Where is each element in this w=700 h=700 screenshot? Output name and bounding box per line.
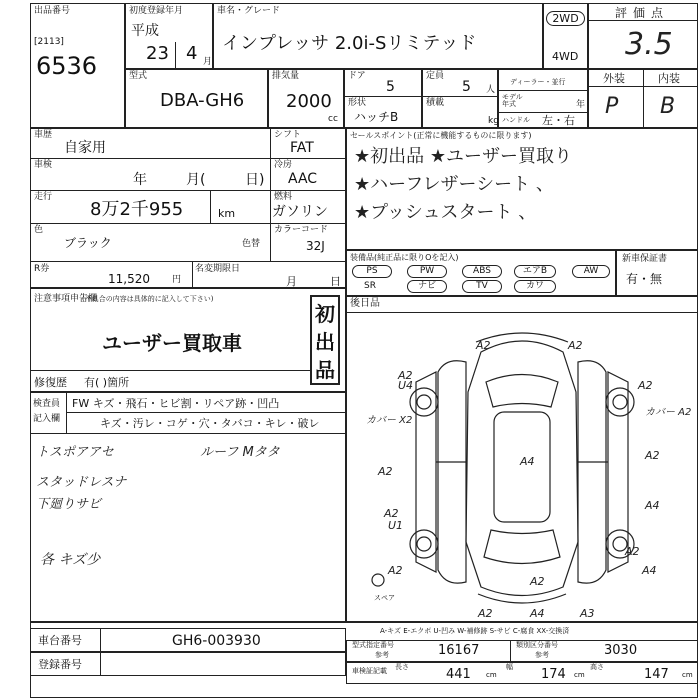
era: 平成 xyxy=(131,23,159,39)
color-change-label: 色替 xyxy=(242,239,261,249)
reg-month: 4 xyxy=(186,43,198,64)
ac-label: 冷房 xyxy=(274,160,293,170)
score-label: 評価点 xyxy=(615,6,670,20)
class-sub: 参考 xyxy=(535,651,549,659)
chassis-value: GH6-003930 xyxy=(172,633,261,649)
mark-rear-3: A3 xyxy=(580,607,595,620)
notes-label: 注意事項申告欄 xyxy=(34,294,98,304)
shape-value: ハッチB xyxy=(354,110,399,124)
equip-aw: AW xyxy=(572,265,610,278)
displacement-value: 2000 xyxy=(286,91,332,112)
hand-note-2: スタッドレスナ xyxy=(36,475,127,490)
damage-legend: A-キズ E-エクボ U-凹み W-補修跡 S-サビ C-腐食 XX-交換済 xyxy=(380,627,570,635)
dealer-label: ディーラー・並行 xyxy=(510,78,566,86)
doors-value: 5 xyxy=(386,79,395,95)
warranty-value: 有・無 xyxy=(626,272,663,286)
exterior-label: 外装 xyxy=(603,72,625,85)
mark-right-4: A2 xyxy=(625,545,640,558)
mark-cover-right: カバー A2 xyxy=(645,407,692,418)
mark-left-1: A2 xyxy=(398,369,413,382)
color-code-value: 32J xyxy=(306,239,325,253)
reg-expiry-month: 月 xyxy=(286,275,297,288)
model-code-value: 16167 xyxy=(438,643,480,658)
color-value: ブラック xyxy=(64,236,112,250)
sales-line2: ★ハーフレザーシート 、 xyxy=(354,174,554,195)
mark-left-3: A2 xyxy=(384,507,399,520)
sales-line1: ★初出品 ★ユーザー買取り xyxy=(354,146,572,167)
lot-sub: [2113] xyxy=(34,37,64,47)
mark-left-4: U1 xyxy=(388,519,404,532)
mark-front-2: A2 xyxy=(568,339,583,352)
load-label: 積載 xyxy=(426,98,445,108)
reg-label: 登録番号 xyxy=(38,658,82,671)
stamp-text: 初出品 xyxy=(315,302,335,382)
displacement-label: 排気量 xyxy=(272,71,300,81)
mark-right-5: A4 xyxy=(642,564,657,577)
mark-rear-2: A4 xyxy=(530,607,545,620)
mark-right-3: A4 xyxy=(645,499,660,512)
capacity-value: 5 xyxy=(462,79,471,95)
shift-value: FAT xyxy=(290,140,314,156)
score-value: 3.5 xyxy=(625,27,673,62)
equip-navi: ナビ xyxy=(407,280,447,293)
reg-expiry-day: 日 xyxy=(330,275,341,288)
mark-left-5: U4 xyxy=(398,379,414,392)
sales-label: セールスポイント(正常に機能するものに限ります) xyxy=(350,131,532,140)
model-code-label: 型式指定番号 xyxy=(352,641,394,649)
hand-note-5: 各 キズ少 xyxy=(40,552,101,568)
capacity-label: 定員 xyxy=(426,71,445,81)
drive-2wd: 2WD xyxy=(546,11,585,26)
equip-tv: TV xyxy=(462,280,502,293)
drive-4wd: 4WD xyxy=(552,50,579,63)
inspection-month: 月( xyxy=(186,172,206,188)
interior-grade: B xyxy=(660,94,676,119)
inspection-label: 車検 xyxy=(34,160,53,170)
notes-sub: (不具合の内容は具体的に記入して下さい) xyxy=(82,295,214,303)
width-label: 幅 xyxy=(506,663,513,671)
shape-label: 形状 xyxy=(348,98,367,108)
equip-pw: PW xyxy=(407,265,447,278)
mark-front-1: A2 xyxy=(476,339,491,352)
mark-rear-4: A2 xyxy=(530,575,545,588)
chassis-label: 車台番号 xyxy=(38,634,82,647)
reg-expiry-label: 名変期限日 xyxy=(195,264,241,274)
length-value: 441 xyxy=(446,667,471,682)
length-unit: cm xyxy=(486,671,497,679)
type-value: DBA-GH6 xyxy=(160,90,245,111)
equipment-label: 装備品(純正品に限りOを記入) xyxy=(350,253,459,262)
displacement-unit: cc xyxy=(328,114,338,124)
height-value: 147 xyxy=(644,667,669,682)
class-label: 類別区分番号 xyxy=(516,641,558,649)
repair-label: 修復歴 xyxy=(34,376,67,389)
length-label: 長さ xyxy=(395,663,409,671)
load-unit: kg xyxy=(488,116,499,126)
handle-label: ハンドル xyxy=(502,116,530,124)
inspection-year: 年 xyxy=(133,172,147,188)
inspector-label2: 記入欄 xyxy=(33,414,61,424)
history-value: 自家用 xyxy=(64,140,106,156)
class-value: 3030 xyxy=(604,643,638,658)
spare-label: スペア xyxy=(374,594,395,602)
mark-right-1: A2 xyxy=(638,379,653,392)
inspector-row2: キズ・汚レ・コゲ・穴・タバコ・キレ・破レ xyxy=(100,417,320,430)
mileage-value: 8万2千955 xyxy=(90,199,184,220)
height-label: 高さ xyxy=(590,663,604,671)
equip-ps: PS xyxy=(352,265,392,278)
lot-number: 6536 xyxy=(36,52,98,80)
month-unit: 月 xyxy=(203,57,213,67)
capacity-unit: 人 xyxy=(486,85,496,95)
mark-rear-1: A2 xyxy=(478,607,493,620)
lot-label: 出品番号 xyxy=(34,6,71,16)
inspector-row1: FW キズ・飛石・ヒビ割・リペア跡・凹凸 xyxy=(72,397,280,410)
handwritten-frame xyxy=(30,434,346,622)
mark-left-2: A2 xyxy=(378,465,393,478)
recycle-value: 11,520 xyxy=(108,272,150,286)
reg-year: 23 xyxy=(146,43,169,64)
type-label: 型式 xyxy=(129,71,148,81)
width-unit: cm xyxy=(574,671,585,679)
color-code-label: カラーコード xyxy=(274,225,329,235)
dims-label: 車検証記載 xyxy=(352,667,387,675)
model-name: インプレッサ 2.0i-Sリミテッド xyxy=(222,33,477,54)
handle-value: 左・右 xyxy=(542,114,575,127)
ac-value: AAC xyxy=(288,171,318,187)
mark-cover-left: カバー X2 xyxy=(366,415,413,426)
history-label: 車歴 xyxy=(34,130,53,140)
interior-label: 内装 xyxy=(658,72,680,85)
mark-right-2: A2 xyxy=(645,449,660,462)
recycle-label: R券 xyxy=(34,264,50,274)
height-unit: cm xyxy=(682,671,693,679)
mileage-unit: km xyxy=(218,207,236,220)
first-reg-label: 初度登録年月 xyxy=(129,6,184,16)
inspector-label1: 検査員 xyxy=(33,399,61,409)
inspection-day: 日) xyxy=(245,172,265,188)
fuel-label: 燃料 xyxy=(274,192,293,202)
model-code-sub: 参考 xyxy=(375,651,389,659)
notes-main: ユーザー買取車 xyxy=(102,331,242,355)
sales-line3: ★プッシュスタート 、 xyxy=(354,202,537,223)
color-label: 色 xyxy=(34,225,44,235)
hand-note-1: トスポアアセ xyxy=(36,445,114,460)
hand-note-3: 下廻りサビ xyxy=(36,497,102,512)
warranty-label: 新車保証書 xyxy=(622,254,668,264)
fuel-value: ガソリン xyxy=(272,204,328,220)
diagram-label: 後日品 xyxy=(350,298,380,309)
model-label: 車名・グレード xyxy=(217,6,281,16)
doors-label: ドア xyxy=(348,71,366,81)
equip-leather: カワ xyxy=(514,280,556,293)
mileage-label: 走行 xyxy=(34,192,53,202)
year-unit: 年 xyxy=(576,100,586,110)
equip-sr: SR xyxy=(364,281,376,291)
hand-note-4: ルーフ Mタタ xyxy=(200,445,280,460)
equip-abs: ABS xyxy=(462,265,502,278)
model-year-label: モデル年式 xyxy=(502,93,523,108)
shift-label: シフト xyxy=(274,130,302,140)
exterior-grade: P xyxy=(605,94,619,119)
width-value: 174 xyxy=(541,667,566,682)
mark-left-6: A2 xyxy=(388,564,403,577)
mark-center: A4 xyxy=(520,455,535,468)
equip-airbag: エアB xyxy=(514,265,556,278)
repair-value: 有( )箇所 xyxy=(84,376,130,389)
recycle-unit: 円 xyxy=(172,275,182,285)
